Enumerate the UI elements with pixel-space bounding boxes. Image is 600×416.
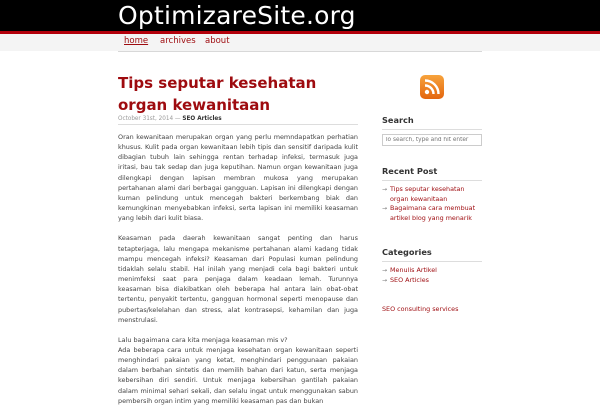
post-category-link[interactable]: SEO Articles bbox=[182, 116, 222, 122]
categories-list bbox=[382, 266, 482, 285]
nav-archives[interactable]: archives bbox=[160, 36, 196, 46]
nav-home[interactable]: home bbox=[124, 36, 149, 46]
list-item[interactable]: → Bagaimana cara membuat artikel blog yang menarik bbox=[382, 204, 476, 222]
seo-consulting-link[interactable]: SEO consulting services bbox=[382, 305, 459, 313]
arrow-icon: → bbox=[382, 205, 388, 212]
meta-separator: — bbox=[174, 116, 181, 122]
post-body bbox=[118, 132, 358, 416]
post-paragraph: Lalu bagaimana cara kita menjaga keasaman mis v? Ada beberapa cara untuk menjaga kesehatan organ kewanitaan seperti menghindari pakaian yang ketat, menghindari penggunaan pakaian dalam berbahan sintetis dan memilih bahan dari katun, serta menjaga kebersihan diri sendiri. Untuk menjaga kebersihan gantilah pakaian dalam minimal sehari sekali, dan selalu ingat untuk menggunakan sabun pembersih organ intim yang memiliki keasaman pas dan bukan bbox=[118, 335, 358, 405]
nav-about[interactable]: about bbox=[205, 36, 230, 46]
rss-feed-icon[interactable] bbox=[420, 75, 444, 99]
site-title[interactable]: OptimizareSite.org bbox=[118, 1, 356, 30]
post-date: October 31st, 2014 bbox=[118, 116, 174, 122]
search-divider bbox=[382, 129, 482, 130]
list-item[interactable]: → Tips seputar kesehatan organ kewanitaan bbox=[382, 185, 465, 203]
list-item[interactable]: → SEO Articles bbox=[382, 275, 429, 284]
post-meta bbox=[118, 115, 222, 123]
nav-divider bbox=[118, 51, 482, 52]
nav-bar bbox=[0, 34, 600, 51]
post-title[interactable]: Tips seputar kesehatan organ kewanitaan bbox=[118, 74, 317, 114]
list-item[interactable]: → Menulis Artikel bbox=[382, 266, 437, 274]
arrow-icon: → bbox=[382, 186, 388, 193]
categories-title: Categories bbox=[382, 247, 432, 257]
search-input[interactable] bbox=[382, 134, 482, 146]
recent-post-title: Recent Post bbox=[382, 166, 438, 176]
search-title: Search bbox=[382, 115, 414, 125]
post-paragraph: Keasaman pada daerah kewanitaan sangat penting dan harus tetapterjaga, lalu mengapa mekanisme pertahanan alami kadang tidak mampu mencegah infeksi? Keasaman dari Populasi kuman pelindung tidaklah selalu stabil. Hal inilah yang menjadi cela bagi bakteri untuk menimfeksi saat para penjaga dalam keadaan lemah. Turunnya keasaman bisa diakibatkan oleh beberapa hal antara lain obat-obat tertentu, penyakit tertentu, gangguan hormonal seperti menopause dan pubertas/kelelahan dan stress, alat kontrasepsi, kehamilan dan juga menstrulasi. bbox=[118, 234, 358, 324]
arrow-icon: → bbox=[382, 267, 388, 274]
meta-divider bbox=[118, 124, 358, 125]
recent-post-divider bbox=[382, 180, 482, 181]
recent-post-list bbox=[382, 185, 482, 223]
post-paragraph: Oran kewanitaan merupakan organ yang perlu memndapatkan perhatian khusus. Kulit pada organ kewanitaan lebih tipis dan sensitif daripada kulit dibagian tubuh lain sehingga rentan terhadap infeksi, termasuk juga iritasi, bau tak sedap dan juga keputihan. Namun organ kewanitaan juga dilengkapi dengan lapisan membran mukosa yang merupakan pertahanan alami dari berbagai gangguan. Lapisan ini dilengkapi dengan kuman pelindung untuk mencegah bakteri berkembang biak dan kemungkinan menyebabkan infeksi, serta lapisan ini memiliki keasaman yang lebih dari kulit biasa. bbox=[118, 133, 358, 223]
arrow-icon: → bbox=[382, 276, 388, 284]
categories-divider bbox=[382, 261, 482, 262]
